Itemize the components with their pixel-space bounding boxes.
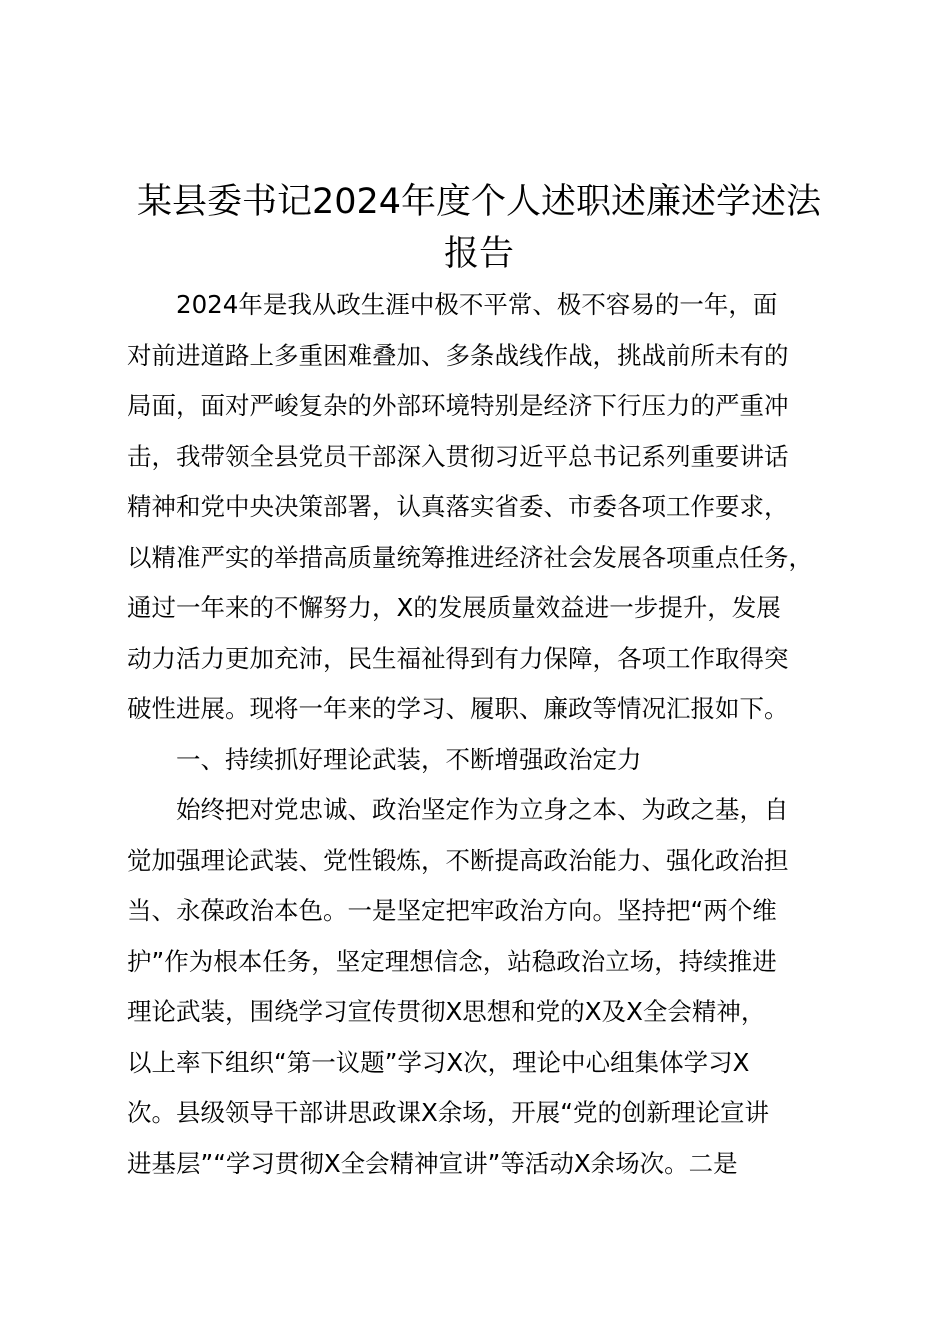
body-line: 觉加强理论武装、党性锻炼，不断提高政治能力、强化政治担 bbox=[127, 845, 789, 875]
body-line: 通过一年来的不懈努力，X的发展质量效益进一步提升，发展 bbox=[127, 593, 781, 622]
body-line: 以精准严实的举措高质量统筹推进经济社会发展各项重点任务， bbox=[127, 542, 813, 572]
document-title bbox=[120, 176, 838, 280]
document-body bbox=[127, 280, 837, 1189]
body-line: 精神和党中央决策部署，认真落实省委、市委各项工作要求， bbox=[127, 492, 789, 521]
body-line: 次。县级领导干部讲思政课X余场，开展“党的创新理论宣讲 bbox=[127, 1098, 769, 1127]
body-line: 破性进展。现将一年来的学习、履职、廉政等情况汇报如下。 bbox=[127, 694, 789, 723]
body-line: 对前进道路上多重困难叠加、多条战线作战，挑战前所未有的 bbox=[127, 340, 789, 370]
title-line: 某县委书记2024年度个人述职述廉述学述法 bbox=[136, 182, 822, 222]
body-line: 击，我带领全县党员干部深入贯彻习近平总书记系列重要讲话 bbox=[127, 441, 789, 471]
body-line: 以上率下组织“第一议题”学习X次，理论中心组集体学习X bbox=[127, 1047, 750, 1077]
body-line: 理论武装，围绕学习宣传贯彻X思想和党的X及X全会精神， bbox=[127, 997, 766, 1026]
body-line: 当、永葆政治本色。一是坚定把牢政治方向。坚持把“两个维 bbox=[127, 896, 777, 925]
body-line: 进基层”“学习贯彻X全会精神宣讲”等活动X余场次。二是 bbox=[127, 1148, 738, 1178]
body-line: 动力活力更加充沛，民生福祉得到有力保障，各项工作取得突 bbox=[127, 643, 789, 673]
body-line: 一、持续抓好理论武装，不断增强政治定力 bbox=[176, 744, 642, 774]
title-line: 报告 bbox=[443, 234, 514, 274]
body-line: 护”作为根本任务，坚定理想信念，站稳政治立场，持续推进 bbox=[127, 946, 777, 976]
body-line: 始终把对党忠诚、政治坚定作为立身之本、为政之基，自 bbox=[176, 795, 789, 824]
body-line: 2024年是我从政生涯中极不平常、极不容易的一年，面 bbox=[176, 290, 778, 319]
body-line: 局面，面对严峻复杂的外部环境特别是经济下行压力的严重冲 bbox=[127, 391, 789, 420]
